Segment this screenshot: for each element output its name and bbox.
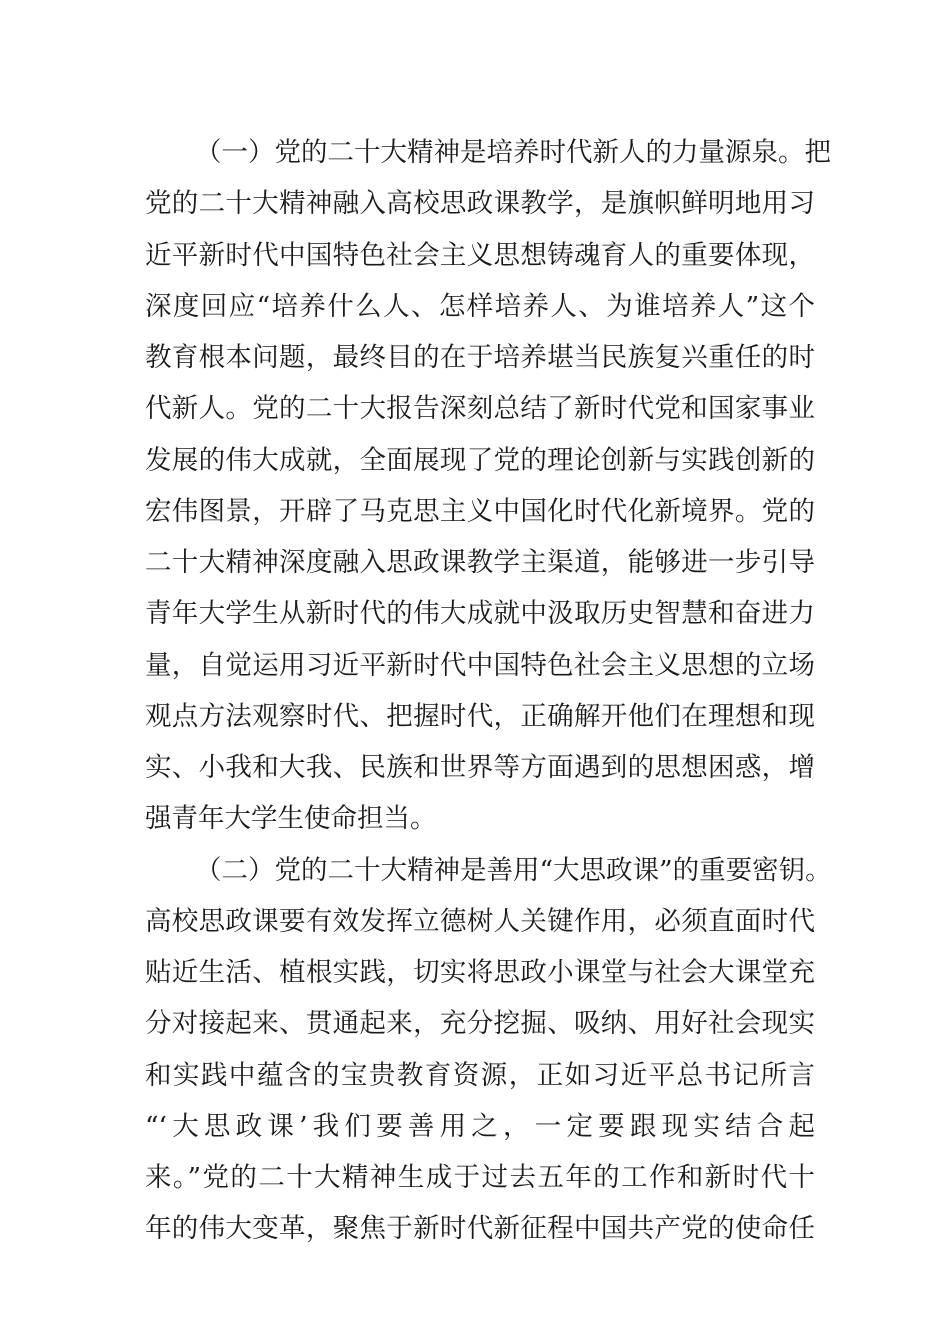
text-line: “‘大思政课’我们要善用之，一定要跟现实结合起 xyxy=(145,1110,815,1142)
text-line: 深度回应“培养什么人、怎样培养人、为谁培养人”这个 xyxy=(145,290,815,322)
text-line: 量，自觉运用习近平新时代中国特色社会主义思想的立场 xyxy=(145,649,815,681)
text-line: 实、小我和大我、民族和世界等方面遇到的思想困惑，增 xyxy=(145,752,815,783)
body-text xyxy=(145,127,832,1255)
text-line: 教育根本问题，最终目的在于培养堪当民族复兴重任的时 xyxy=(145,342,815,373)
text-line: 高校思政课要有效发挥立德树人关键作用，必须直面时代 xyxy=(145,905,815,937)
text-line: 二十大精神深度融入思政课教学主渠道，能够进一步引导 xyxy=(145,547,815,578)
text-line: （一）党的二十大精神是培养时代新人的力量源泉。把 xyxy=(195,137,831,168)
text-line: 代新人。党的二十大报告深刻总结了新时代党和国家事业 xyxy=(145,393,815,425)
text-line: 青年大学生从新时代的伟大成就中汲取历史智慧和奋进力 xyxy=(145,598,815,630)
paragraph-1 xyxy=(145,127,831,845)
text-line: （二）党的二十大精神是善用“大思政课”的重要密钥。 xyxy=(195,854,832,886)
text-line: 强青年大学生使命担当。 xyxy=(145,803,437,835)
text-line: 发展的伟大成就，全面展现了党的理论创新与实践创新的 xyxy=(145,444,815,476)
text-line: 分对接起来、贯通起来，充分挖掘、吸纳、用好社会现实 xyxy=(145,1008,815,1040)
text-line: 年的伟大变革，聚焦于新时代新征程中国共产党的使命任 xyxy=(145,1213,815,1245)
text-line: 党的二十大精神融入高校思政课教学，是旗帜鲜明地用习 xyxy=(145,188,815,220)
paragraph-2 xyxy=(145,845,832,1255)
text-line: 近平新时代中国特色社会主义思想铸魂育人的重要体现， xyxy=(145,239,815,271)
text-line: 观点方法观察时代、把握时代，正确解开他们在理想和现 xyxy=(145,700,815,732)
text-line: 宏伟图景，开辟了马克思主义中国化时代化新境界。党的 xyxy=(145,495,815,527)
text-line: 来。”党的二十大精神生成于过去五年的工作和新时代十 xyxy=(145,1162,815,1193)
text-line: 贴近生活、植根实践，切实将思政小课堂与社会大课堂充 xyxy=(145,957,815,988)
text-line: 和实践中蕴含的宝贵教育资源，正如习近平总书记所言 xyxy=(145,1059,815,1091)
